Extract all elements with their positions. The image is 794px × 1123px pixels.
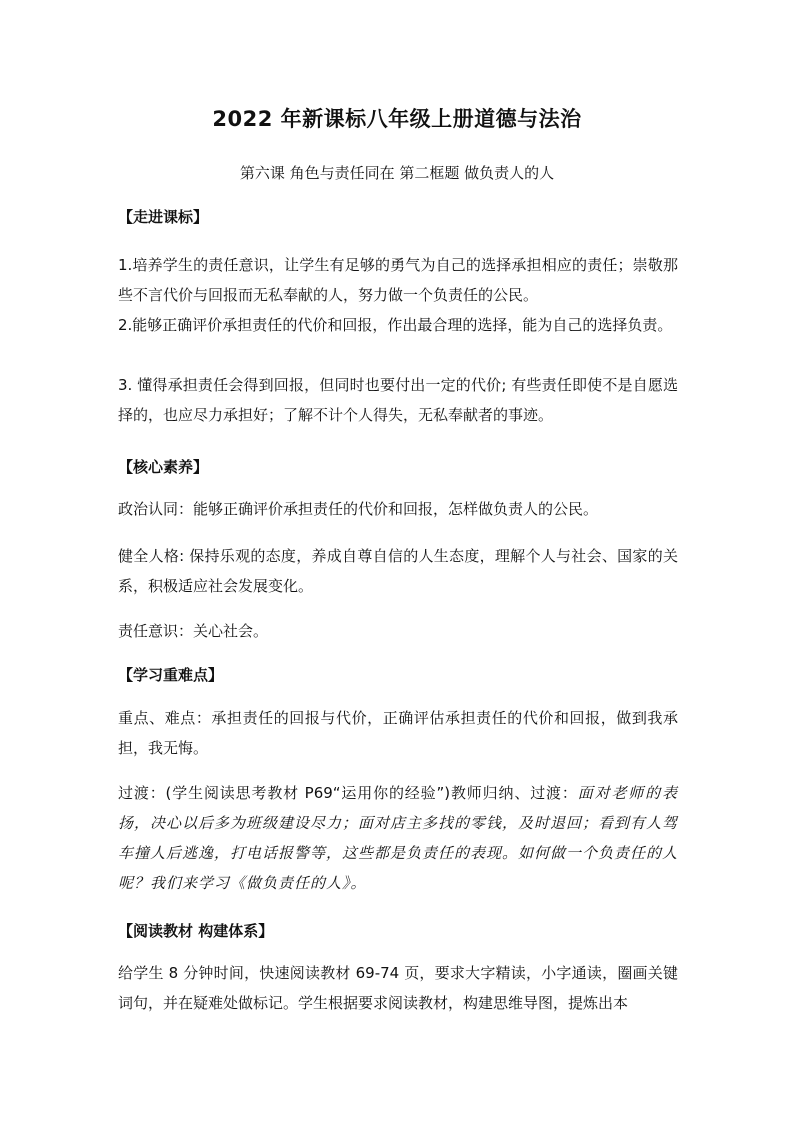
core-literacy-item-2: 健全人格: 保持乐观的态度，养成自尊自信的人生态度，理解个人与社会、国家的关系，积极适应社会发展变化。 [118,547,678,595]
standards-item-2: 2.能够正确评价承担责任的代价和回报，作出最合理的选择，能为自己的选择负责。 [118,316,673,334]
key-points-item-1: 重点、难点：承担责任的回报与代价，正确评估承担责任的代价和回报，做到我承担，我无悔。 [118,709,678,757]
section-heading-reading: 【阅读教材 构建体系】 [118,922,274,940]
standards-item-3: 3. 懂得承担责任会得到回报，但同时也要付出一定的代价; 有些责任即使不是自愿选择的，也应尽力承担好；了解不计个人得失，无私奉献者的事迹。 [118,376,678,424]
section-heading-core-literacy: 【核心素养】 [118,458,209,476]
reading-item-1: 给学生 8 分钟时间，快速阅读教材 69-74 页，要求大字精读，小字通读，圈画关键词句，并在疑难处做标记。学生根据要求阅读教材，构建思维导图，提炼出本 [118,964,678,1012]
section-heading-standards: 【走进课标】 [118,208,209,226]
document-title: 2022 年新课标八年级上册道德与法治 [212,107,582,131]
standards-item-1: 1.培养学生的责任意识，让学生有足够的勇气为自己的选择承担相应的责任；崇敬那些不言代价与回报而无私奉献的人，努力做一个负责任的公民。 [118,256,678,304]
transition-body: 面对老师的表扬，决心以后多为班级建设尽力；面对店主多找的零钱，及时退回；看到有人驾车撞人后逃逸，打电话报警等，这些都是负责任的表现。如何做一个负责任的人呢？我们来学习《做负责任的人》。 [118,784,679,892]
transition-paragraph [118,778,678,898]
document-subtitle: 第六课 角色与责任同在 第二框题 做负责人的人 [239,164,555,182]
section-heading-key-points: 【学习重难点】 [118,666,224,684]
core-literacy-item-1: 政治认同：能够正确评价承担责任的代价和回报，怎样做负责人的公民。 [118,500,599,518]
core-literacy-item-3: 责任意识：关心社会。 [118,622,269,640]
transition-intro: 过渡：(学生阅读思考教材 P69“运用你的经验”)教师归纳、过渡： [118,784,578,802]
